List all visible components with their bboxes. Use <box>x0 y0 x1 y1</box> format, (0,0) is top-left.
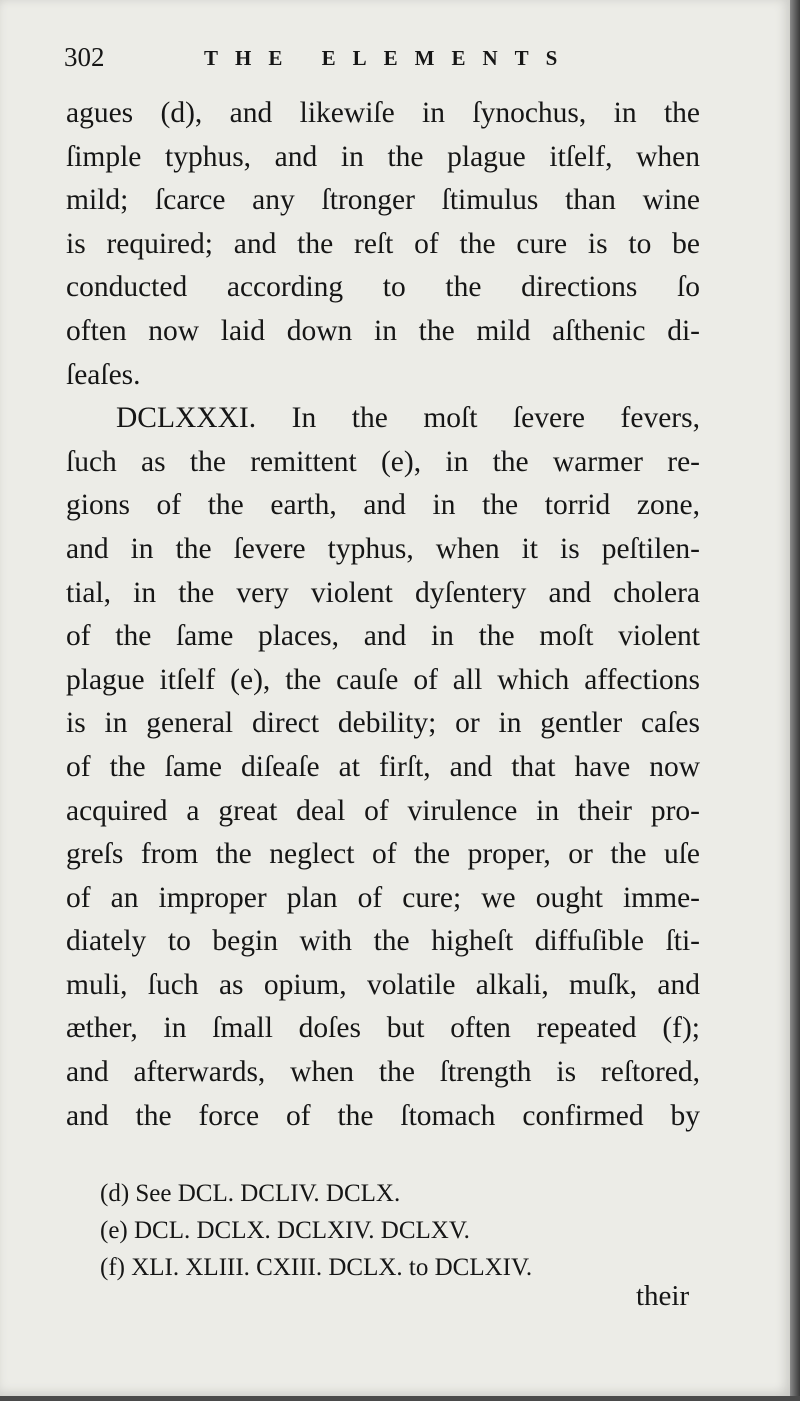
text-line: muli, ſuch as opium, volatile alkali, muſk, and <box>66 968 700 1001</box>
page-edge-shadow <box>790 0 800 1401</box>
text-line: of an improper plan of cure; we ought imme- <box>66 881 700 914</box>
text-line: and in the ſevere typhus, when it is peſtilen- <box>66 532 700 565</box>
text-line: ſuch as the remittent (e), in the warmer re- <box>66 445 700 478</box>
text-line: tial, in the very violent dyſentery and cholera <box>66 576 700 609</box>
text-line: of the ſame places, and in the moſt violent <box>66 620 700 653</box>
footnote: (f) XLI. XLIII. CXIII. DCLX. to DCLXIV. <box>100 1254 533 1281</box>
text-line: plague itſelf (e), the cauſe of all which affections <box>66 663 700 696</box>
text-line: æther, in ſmall doſes but often repeated (f); <box>66 1012 700 1045</box>
text-line: conducted according to the directions ſo <box>66 271 700 304</box>
footnotes <box>100 1175 660 1286</box>
running-head: THE ELEMENTS <box>204 46 575 70</box>
catchword: their <box>636 1280 690 1312</box>
page-number: 302 <box>64 42 105 72</box>
text-line: mild; ſcarce any ſtronger ſtimulus than wine <box>66 184 700 217</box>
text-line: greſs from the neglect of the proper, or the uſe <box>66 838 700 871</box>
body-text <box>66 92 700 1138</box>
text-line: ſeaſes. <box>66 358 141 391</box>
text-line: and the force of the ſtomach confirmed by <box>66 1099 700 1132</box>
text-line: and afterwards, when the ſtrength is reſtored, <box>66 1056 700 1089</box>
text-line: of the ſame diſeaſe at firſt, and that have now <box>66 750 700 783</box>
text-line: ſimple typhus, and in the plague itſelf, when <box>66 140 700 173</box>
text-line: agues (d), and likewiſe in ſynochus, in the <box>66 97 700 129</box>
text-line: gions of the earth, and in the torrid zone, <box>66 489 700 522</box>
page-bottom-shadow <box>0 1396 800 1401</box>
text-line: diately to begin with the higheſt diffuſible ſti- <box>66 925 700 958</box>
footnote: (e) DCL. DCLX. DCLXIV. DCLXV. <box>100 1217 470 1244</box>
page-header <box>64 38 724 84</box>
section-heading-line: DCLXXXI. In the moſt ſevere fevers, <box>116 402 700 435</box>
text-line: is in general direct debility; or in gentler caſes <box>66 707 700 740</box>
text-line: is required; and the reſt of the cure is to be <box>66 227 700 260</box>
footnote: (d) See DCL. DCLIV. DCLX. <box>100 1180 401 1207</box>
text-line: often now laid down in the mild aſthenic di- <box>66 314 700 347</box>
text-line: acquired a great deal of virulence in their pro- <box>66 794 700 827</box>
